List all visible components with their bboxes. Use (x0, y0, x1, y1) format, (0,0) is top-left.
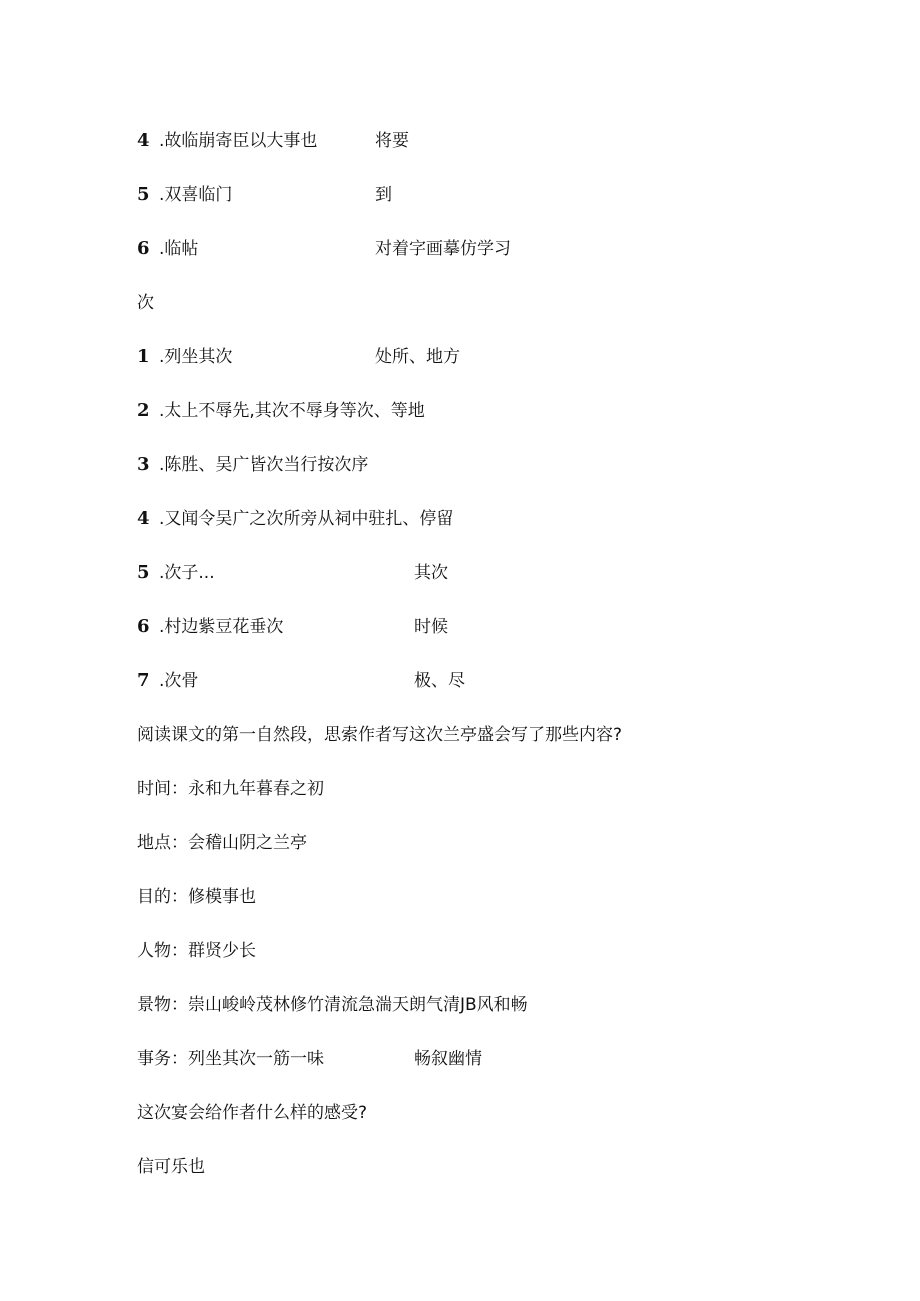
item-number: 6 (137, 616, 150, 637)
answer-text: 信可乐也 (137, 1157, 205, 1177)
item-meaning: 对着字画摹仿学习 (375, 239, 511, 259)
detail-affairs-aside: 畅叙幽情 (414, 1049, 482, 1069)
list-item (137, 451, 368, 479)
detail-purpose: 目的：修模事也 (137, 887, 256, 907)
item-number: 1 (137, 346, 150, 367)
list-item (137, 397, 425, 425)
item-meaning: 极、尽 (414, 671, 465, 691)
item-number: 5 (137, 562, 150, 583)
item-meaning: 将要 (375, 131, 409, 151)
item-phrase: .双喜临门 (159, 185, 233, 205)
item-number: 2 (137, 400, 150, 421)
question-text: 阅读课文的第一自然段，思索作者写这次兰亭盛会写了那些内容? (137, 725, 623, 745)
detail-time: 时间：永和九年暮春之初 (137, 779, 324, 799)
list-item (137, 235, 511, 263)
list-item (137, 343, 460, 371)
list-item (137, 505, 453, 533)
list-item (137, 559, 448, 587)
item-number: 4 (137, 130, 150, 151)
item-phrase: .临帖 (159, 239, 199, 259)
item-phrase: .陈胜、吴广皆次当行按次序 (159, 455, 369, 475)
item-number: 5 (137, 184, 150, 205)
item-phrase: .村边紫豆花垂次 (159, 617, 284, 637)
item-meaning: 到 (375, 185, 392, 205)
question-text: 这次宴会给作者什么样的感受? (137, 1103, 368, 1123)
item-meaning: 时候 (414, 617, 448, 637)
item-meaning: 处所、地方 (375, 347, 460, 367)
list-item (137, 667, 465, 695)
item-number: 3 (137, 454, 150, 475)
list-item (137, 127, 409, 155)
item-phrase: .次骨 (159, 671, 199, 691)
detail-scenery: 景物：崇山峻岭茂林修竹清流急湍天朗气清JB风和畅 (137, 995, 528, 1015)
section-heading: 次 (137, 293, 154, 313)
item-phrase: .太上不辱先,其次不辱身等次、等地 (159, 401, 425, 421)
list-item (137, 613, 448, 641)
detail-affairs: 事务：列坐其次一筋一味 (137, 1049, 324, 1069)
detail-place: 地点：会稽山阴之兰亭 (137, 833, 307, 853)
item-number: 4 (137, 508, 150, 529)
item-phrase: .次子... (159, 563, 215, 583)
list-item (137, 181, 392, 209)
item-phrase: .列坐其次 (159, 347, 233, 367)
item-meaning: 其次 (414, 563, 448, 583)
item-number: 6 (137, 238, 150, 259)
item-phrase: .故临崩寄臣以大事也 (159, 131, 318, 151)
item-phrase: .又闻令吴广之次所旁从祠中驻扎、停留 (159, 509, 454, 529)
detail-affairs-row (137, 1045, 482, 1073)
detail-people: 人物：群贤少长 (137, 941, 256, 961)
item-number: 7 (137, 670, 150, 691)
